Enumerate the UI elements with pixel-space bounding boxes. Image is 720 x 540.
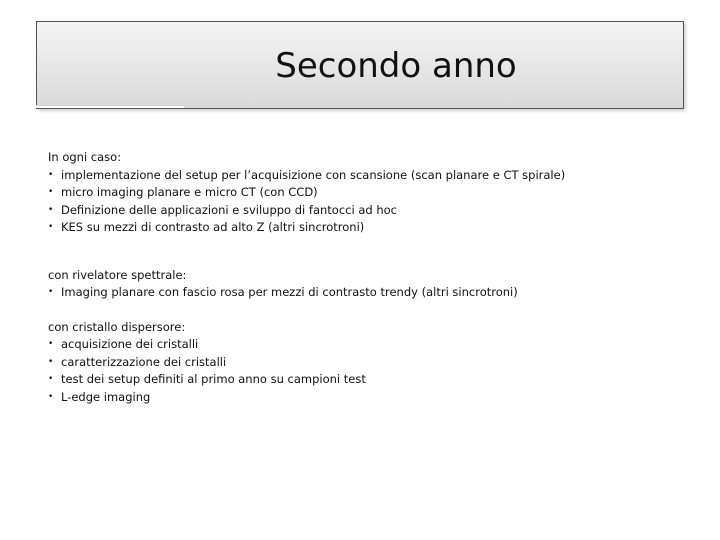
- list-item: [48, 354, 678, 372]
- list-item-text: test dei setup definiti al primo anno su campioni test: [61, 372, 366, 386]
- bullet-icon: •: [48, 287, 54, 297]
- list-item-text: caratterizzazione dei cristalli: [61, 354, 227, 369]
- bullet-icon: •: [48, 222, 54, 232]
- list-item-text: Definizione delle applicazioni e sviluppo di fantocci ad hoc: [61, 202, 397, 217]
- list-item: [48, 284, 678, 302]
- bullet-list: [48, 284, 678, 302]
- slide-title: Secondo anno: [275, 46, 517, 86]
- bullet-icon: •: [48, 391, 54, 402]
- list-item-text: L-edge imaging: [61, 389, 151, 404]
- section-in-ogni-caso: [48, 149, 678, 237]
- slide-content: [48, 149, 678, 406]
- section-rivelatore-spettrale: [48, 267, 678, 302]
- list-item-text: acquisizione dei cristalli: [61, 337, 199, 351]
- section-heading: con rivelatore spettrale:: [48, 267, 187, 282]
- list-item: [48, 219, 678, 237]
- bullet-icon: •: [48, 187, 54, 197]
- section-cristallo-dispersore: [48, 319, 678, 407]
- bullet-icon: •: [48, 356, 54, 367]
- bullet-icon: •: [48, 339, 54, 349]
- list-item: [48, 371, 678, 389]
- list-item-text: implementazione del setup per l’acquisizione con scansione (scan planare e CT spirale): [61, 167, 566, 182]
- list-item-text: Imaging planare con fascio rosa per mezzi di contrasto trendy (altri sincrotroni): [61, 285, 518, 299]
- list-item: [48, 184, 678, 202]
- bullet-list: [48, 167, 678, 237]
- list-item: [48, 167, 678, 185]
- list-item: [48, 336, 678, 354]
- list-item: [48, 389, 678, 407]
- bullet-icon: •: [48, 374, 54, 384]
- bullet-icon: •: [48, 204, 54, 215]
- bullet-list: [48, 336, 678, 406]
- list-item-text: micro imaging planare e micro CT (con CCD): [61, 185, 318, 199]
- section-heading: con cristallo dispersore:: [48, 319, 186, 334]
- section-heading: In ogni caso:: [48, 150, 122, 164]
- list-item-text: KES su mezzi di contrasto ad alto Z (altri sincrotroni): [61, 220, 365, 234]
- list-item: [48, 202, 678, 220]
- bullet-icon: •: [48, 169, 54, 180]
- title-accent-line: [36, 105, 184, 108]
